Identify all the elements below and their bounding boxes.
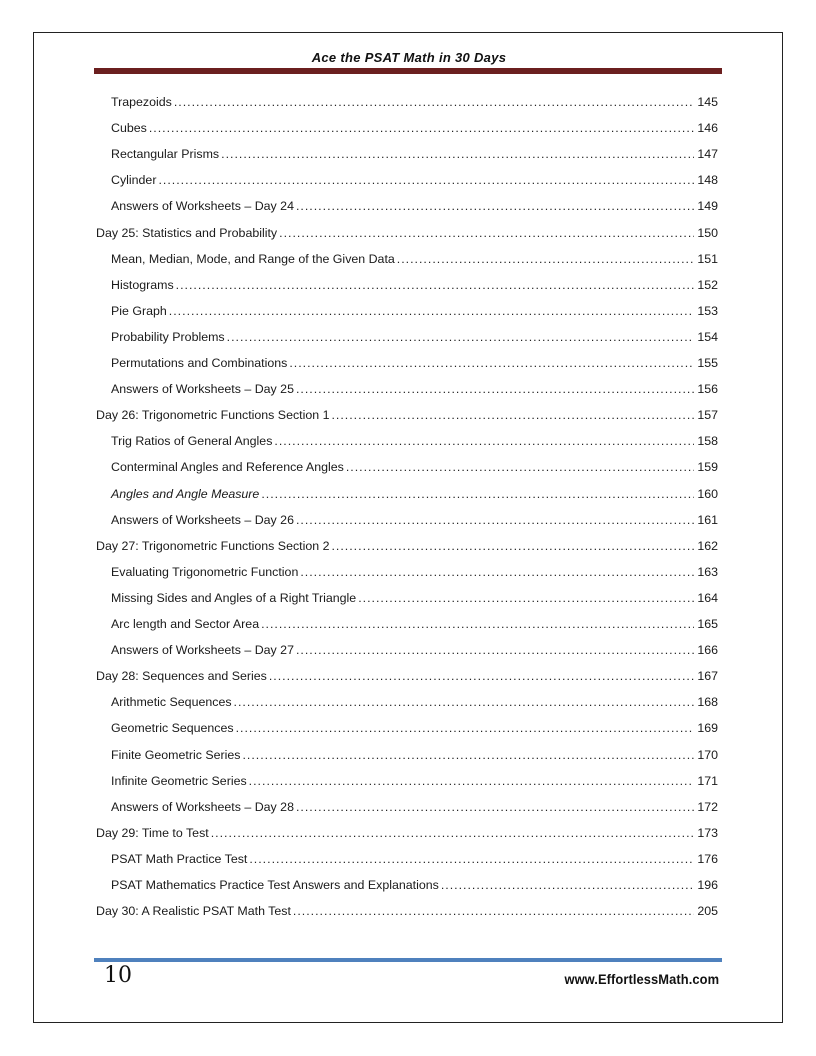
- toc-dot-leader: [296, 642, 694, 658]
- toc-entry-title: Geometric Sequences: [111, 721, 234, 736]
- toc-dot-leader: [331, 407, 694, 423]
- toc-day-entry[interactable]: [96, 668, 718, 684]
- toc-entry[interactable]: [96, 720, 718, 736]
- toc-entry-page: 166: [697, 643, 718, 658]
- toc-entry[interactable]: [96, 381, 718, 397]
- toc-entry-title: Day 26: Trigonometric Functions Section 1: [96, 408, 330, 423]
- toc-entry-title: Mean, Median, Mode, and Range of the Given Data: [111, 251, 395, 266]
- toc-entry-page: 196: [697, 878, 718, 892]
- toc-dot-leader: [211, 825, 694, 841]
- running-head: Ace the PSAT Math in 30 Days: [311, 50, 507, 65]
- toc-entry-title: Day 29: Time to Test: [96, 825, 209, 840]
- toc-entry-page: 171: [697, 773, 718, 788]
- toc-dot-leader: [174, 94, 694, 110]
- toc-entry-page: 205: [697, 904, 718, 919]
- toc-entry-title: Trig Ratios of General Angles: [111, 434, 273, 449]
- toc-entry-title: Answers of Worksheets – Day 27: [111, 643, 294, 658]
- toc-dot-leader: [249, 773, 694, 789]
- toc-dot-leader: [397, 251, 694, 267]
- toc-entry-page: 156: [697, 382, 718, 397]
- toc-dot-leader: [221, 146, 694, 162]
- toc-entry[interactable]: [96, 277, 718, 293]
- toc-entry-page: 165: [697, 617, 718, 631]
- toc-entry-title: Pie Graph: [111, 303, 167, 318]
- toc-entry-title: Probability Problems: [111, 329, 225, 344]
- toc-entry[interactable]: [96, 590, 718, 606]
- toc-dot-leader: [158, 172, 694, 188]
- toc-entry-title: Arithmetic Sequences: [111, 695, 232, 710]
- toc-entry-page: 158: [697, 434, 718, 449]
- toc-entry-title: Rectangular Prisms: [111, 147, 220, 162]
- toc-entry[interactable]: [96, 877, 718, 893]
- toc-entry-page: 170: [697, 747, 718, 762]
- toc-dot-leader: [358, 590, 694, 606]
- toc-entry[interactable]: [96, 94, 718, 110]
- toc-dot-leader: [346, 459, 694, 475]
- footer-rule: [94, 958, 722, 962]
- toc-entry[interactable]: [96, 172, 718, 188]
- toc-entry-title: Arc length and Sector Area: [111, 617, 260, 631]
- toc-entry-page: 167: [697, 669, 718, 684]
- toc-dot-leader: [293, 903, 694, 919]
- toc-entry-title: Cubes: [111, 121, 147, 136]
- toc-entry-page: 160: [697, 486, 718, 501]
- toc-entry-title: Missing Sides and Angles of a Right Triangle: [111, 590, 357, 605]
- toc-entry[interactable]: [96, 851, 718, 867]
- toc-entry-title: Day 28: Sequences and Series: [96, 669, 267, 684]
- toc-day-entry[interactable]: [96, 407, 718, 423]
- toc-entry-title: Day 30: A Realistic PSAT Math Test: [96, 904, 291, 919]
- toc-entry-page: 157: [697, 408, 718, 423]
- toc-day-entry[interactable]: [96, 903, 718, 919]
- toc-entry-page: 149: [697, 199, 718, 214]
- toc-entry[interactable]: [96, 773, 718, 789]
- toc-entry-page: 163: [697, 564, 718, 579]
- toc-entry-page: 153: [697, 303, 718, 318]
- toc-dot-leader: [289, 355, 694, 371]
- website-url: www.EffortlessMath.com: [564, 971, 719, 987]
- toc-dot-leader: [149, 120, 694, 136]
- toc-entry-title: Answers of Worksheets – Day 28: [111, 799, 294, 814]
- toc-dot-leader: [331, 538, 694, 554]
- toc-entry-title: Trapezoids: [111, 95, 172, 109]
- toc-entry-page: 154: [697, 329, 718, 344]
- toc-entry-page: 155: [697, 356, 718, 370]
- toc-day-entry[interactable]: [96, 825, 718, 841]
- toc-dot-leader: [227, 329, 694, 345]
- toc-dot-leader: [269, 668, 694, 684]
- header-rule: [94, 68, 722, 74]
- toc-entry-page: 148: [697, 173, 718, 188]
- toc-dot-leader: [236, 720, 694, 736]
- toc-dot-leader: [261, 616, 694, 632]
- toc-entry-page: 172: [697, 799, 718, 814]
- toc-entry-title: Cylinder: [111, 173, 157, 188]
- toc-day-entry[interactable]: [96, 538, 718, 554]
- toc-entry-page: 173: [697, 825, 718, 840]
- toc-entry-title: Conterminal Angles and Reference Angles: [111, 460, 344, 475]
- toc-entry[interactable]: [96, 747, 718, 763]
- toc-entry-page: 169: [697, 721, 718, 736]
- toc-dot-leader: [242, 747, 694, 763]
- toc-entry-title: Infinite Geometric Series: [111, 773, 247, 788]
- toc-entry[interactable]: [96, 329, 718, 345]
- toc-entry[interactable]: [96, 512, 718, 528]
- toc-entry[interactable]: [96, 433, 718, 449]
- toc-entry-title: Angles and Angle Measure: [111, 486, 260, 501]
- toc-entry-title: Finite Geometric Series: [111, 747, 241, 762]
- toc-dot-leader: [279, 225, 694, 241]
- toc-entry-title: Answers of Worksheets – Day 25: [111, 382, 294, 397]
- toc-entry-page: 147: [697, 147, 718, 162]
- toc-entry-title: Answers of Worksheets – Day 24: [111, 199, 294, 214]
- toc-dot-leader: [169, 303, 694, 319]
- toc-entry-page: 168: [697, 695, 718, 710]
- toc-dot-leader: [300, 564, 694, 580]
- toc-entry-title: PSAT Math Practice Test: [111, 851, 248, 866]
- toc-entry[interactable]: [96, 355, 718, 371]
- toc-entry-title: Evaluating Trigonometric Function: [111, 564, 299, 579]
- toc-entry[interactable]: [96, 120, 718, 136]
- toc-dot-leader: [274, 433, 694, 449]
- toc-entry-page: 150: [697, 225, 718, 240]
- toc-entry[interactable]: [96, 251, 718, 267]
- toc-day-entry[interactable]: [96, 225, 718, 241]
- toc-dot-leader: [441, 877, 694, 893]
- toc-entry-page: 159: [697, 460, 718, 475]
- toc-entry[interactable]: [96, 303, 718, 319]
- toc-entry-page: 152: [697, 277, 718, 292]
- toc-dot-leader: [234, 694, 694, 710]
- toc-entry-title: Histograms: [111, 277, 174, 292]
- toc-entry[interactable]: [96, 564, 718, 580]
- toc-dot-leader: [296, 512, 694, 528]
- toc-entry-page: 145: [697, 95, 718, 109]
- toc-entry[interactable]: [96, 459, 718, 475]
- toc-entry-title: PSAT Mathematics Practice Test Answers and Explanations: [111, 878, 439, 892]
- toc-entry[interactable]: [96, 146, 718, 162]
- toc-entry-page: 176: [697, 851, 718, 866]
- toc-entry-title: Day 27: Trigonometric Functions Section 2: [96, 538, 330, 553]
- toc-dot-leader: [249, 851, 694, 867]
- toc-entry-page: 162: [697, 538, 718, 553]
- toc-entry-title: Permutations and Combinations: [111, 356, 288, 370]
- toc-entry-page: 164: [697, 590, 718, 605]
- toc-entry-title: Day 25: Statistics and Probability: [96, 225, 278, 240]
- toc-dot-leader: [296, 799, 694, 815]
- toc-entry-page: 161: [697, 512, 718, 527]
- toc-dot-leader: [176, 277, 694, 293]
- toc-dot-leader: [261, 486, 694, 502]
- toc-entry-page: 146: [697, 121, 718, 136]
- toc-entry[interactable]: [96, 616, 718, 632]
- toc-entry[interactable]: [96, 642, 718, 658]
- toc-entry[interactable]: [96, 486, 718, 502]
- toc-entry-page: 151: [697, 251, 718, 266]
- toc-entry[interactable]: [96, 799, 718, 815]
- toc-entry[interactable]: [96, 198, 718, 214]
- toc-dot-leader: [296, 198, 694, 214]
- toc-entry[interactable]: [96, 694, 718, 710]
- page-number: 10: [104, 963, 132, 988]
- toc-entry-title: Answers of Worksheets – Day 26: [111, 512, 294, 527]
- toc-dot-leader: [296, 381, 694, 397]
